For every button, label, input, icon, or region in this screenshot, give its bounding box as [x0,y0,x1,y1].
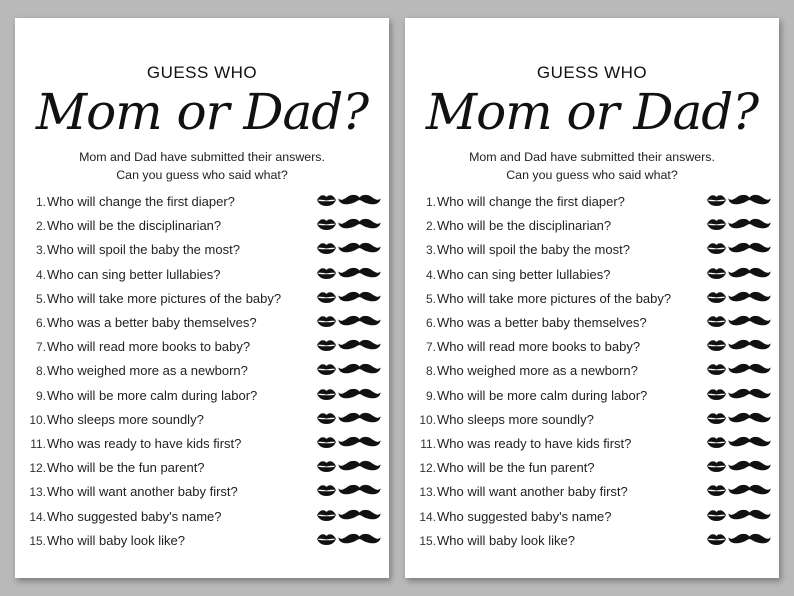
question-row [15,387,389,409]
question-text: Who suggested baby's name? [437,508,612,524]
question-text: Who sleeps more soundly? [437,411,594,427]
question-number: 11. [30,437,46,451]
mustache-icon[interactable] [728,362,771,376]
lips-icon[interactable] [316,338,337,352]
question-row [15,532,389,554]
question-text: Who will be more calm during labor? [47,387,258,403]
lips-icon[interactable] [316,411,337,425]
question-text: Who will want another baby first? [437,484,628,500]
question-row [405,532,779,554]
question-row [405,411,779,433]
question-number: 12. [419,461,436,476]
question-text: Who will be the fun parent? [47,460,205,476]
mustache-icon[interactable] [338,532,381,546]
question-text: Who will change the first diaper? [47,194,235,209]
question-row [405,338,779,360]
lips-icon[interactable] [706,483,727,497]
question-number: 3. [425,243,436,258]
page-title: Mom or Dad? [35,83,369,141]
question-row [405,290,779,312]
question-row [405,459,779,481]
mustache-icon[interactable] [338,217,381,231]
lips-icon[interactable] [706,362,727,376]
question-number: 7. [35,340,46,355]
question-number: 6. [425,316,436,330]
mustache-icon[interactable] [338,266,381,280]
question-text: Who will be the fun parent? [437,460,595,476]
question-text: Who will change the first diaper? [437,194,625,209]
mustache-icon[interactable] [728,217,771,231]
question-text: Who sleeps more soundly? [47,411,204,427]
question-number: 8. [425,364,436,379]
instructions [405,148,779,184]
question-number: 1. [425,195,436,209]
lips-icon[interactable] [316,435,337,449]
mustache-icon[interactable] [338,483,381,497]
lips-icon[interactable] [316,241,337,255]
mustache-icon[interactable] [728,193,771,207]
mustache-icon[interactable] [338,290,381,304]
question-row [405,193,779,215]
question-row [15,362,389,384]
question-row [15,290,389,312]
mustache-icon[interactable] [728,483,771,497]
question-text: Who will want another baby first? [47,484,238,500]
question-number: 15. [419,533,436,548]
question-row [405,483,779,505]
question-text: Who was a better baby themselves? [47,315,257,330]
mustache-icon[interactable] [728,435,771,449]
lips-icon[interactable] [706,435,727,449]
kicker-text: GUESS WHO [536,63,648,82]
mustache-icon[interactable] [728,338,771,352]
question-number: 5. [35,291,46,306]
lips-icon[interactable] [706,217,727,231]
question-number: 8. [35,364,46,379]
question-text: Who will be more calm during labor? [437,387,648,403]
question-row [15,338,389,360]
question-number: 7. [425,340,436,355]
lips-icon[interactable] [706,338,727,352]
question-number: 10. [419,412,436,427]
lips-icon[interactable] [316,508,337,522]
mustache-icon[interactable] [338,459,381,473]
question-text: Who was ready to have kids first? [437,436,632,451]
mustache-icon[interactable] [338,411,381,425]
question-row [405,217,779,239]
question-row [405,508,779,530]
instructions-line-2: Can you guess who said what? [506,168,678,182]
question-number: 12. [29,461,46,476]
question-number: 9. [35,388,46,403]
question-text: Who was a better baby themselves? [437,315,647,330]
lips-icon[interactable] [706,241,727,255]
mustache-icon[interactable] [728,411,771,425]
lips-icon[interactable] [316,217,337,231]
lips-icon[interactable] [316,483,337,497]
instructions-line-2: Can you guess who said what? [116,168,288,182]
question-text: Who will baby look like? [437,532,576,548]
mustache-icon[interactable] [338,435,381,449]
question-number: 2. [425,219,436,234]
instructions [15,148,389,184]
mustache-icon[interactable] [728,387,771,401]
question-number: 1. [35,195,46,209]
lips-icon[interactable] [706,508,727,522]
question-row [405,435,779,457]
question-number: 15. [29,533,46,548]
mustache-icon[interactable] [338,193,381,207]
mustache-icon[interactable] [338,241,381,255]
lips-icon[interactable] [706,314,727,328]
question-number: 3. [35,243,46,258]
lips-icon[interactable] [706,290,727,304]
question-number: 11. [420,437,436,451]
question-row [15,241,389,263]
question-row [15,411,389,433]
question-row [15,435,389,457]
lips-icon[interactable] [706,266,727,280]
question-text: Who will read more books to baby? [437,339,641,355]
mustache-icon[interactable] [338,387,381,401]
lips-icon[interactable] [316,459,337,473]
question-number: 13. [419,485,436,500]
question-text: Who suggested baby's name? [47,508,222,524]
lips-icon[interactable] [316,314,337,328]
mustache-icon[interactable] [728,314,771,328]
question-row [15,508,389,530]
question-number: 5. [425,291,436,306]
question-row [405,241,779,263]
lips-icon[interactable] [316,266,337,280]
question-number: 2. [35,219,46,234]
mustache-icon[interactable] [338,338,381,352]
question-row [15,266,389,288]
question-number: 6. [35,316,46,330]
question-text: Who was ready to have kids first? [47,436,242,451]
question-number: 10. [29,412,46,427]
question-row [15,483,389,505]
question-number: 13. [29,485,46,500]
question-text: Who can sing better lullabies? [437,266,611,282]
lips-icon[interactable] [316,193,337,207]
question-text: Who will take more pictures of the baby? [47,290,282,306]
instructions-line-1: Mom and Dad have submitted their answers. [469,150,715,164]
lips-icon[interactable] [706,193,727,207]
lips-icon[interactable] [706,459,727,473]
lips-icon[interactable] [316,290,337,304]
lips-icon[interactable] [706,532,727,546]
question-number: 4. [425,267,436,282]
question-row [405,314,779,336]
mustache-icon[interactable] [338,314,381,328]
game-card-left [15,18,389,578]
question-row [405,387,779,409]
mustache-icon[interactable] [728,532,771,546]
question-text: Who will read more books to baby? [47,339,251,355]
question-number: 9. [425,388,436,403]
question-text: Who weighed more as a newborn? [437,363,638,379]
question-row [405,266,779,288]
question-row [15,217,389,239]
lips-icon[interactable] [706,387,727,401]
mustache-icon[interactable] [728,290,771,304]
kicker-text: GUESS WHO [146,63,258,82]
mustache-icon[interactable] [338,362,381,376]
question-number: 14. [419,509,436,524]
question-number: 4. [35,267,46,282]
question-number: 14. [29,509,46,524]
question-text: Who will spoil the baby the most? [47,242,240,258]
mustache-icon[interactable] [338,508,381,522]
game-card-right [405,18,779,578]
question-text: Who will spoil the baby the most? [437,242,630,258]
question-text: Who will take more pictures of the baby? [437,290,672,306]
mustache-icon[interactable] [728,241,771,255]
question-text: Who will baby look like? [47,532,186,548]
lips-icon[interactable] [316,532,337,546]
mustache-icon[interactable] [728,266,771,280]
question-row [15,459,389,481]
question-row [405,362,779,384]
lips-icon[interactable] [316,362,337,376]
question-row [15,314,389,336]
question-text: Who will be the disciplinarian? [47,218,222,234]
question-row [15,193,389,215]
question-text: Who weighed more as a newborn? [47,363,248,379]
mustache-icon[interactable] [728,508,771,522]
lips-icon[interactable] [316,387,337,401]
instructions-line-1: Mom and Dad have submitted their answers. [79,150,325,164]
lips-icon[interactable] [706,411,727,425]
mustache-icon[interactable] [728,459,771,473]
page-title: Mom or Dad? [425,83,759,141]
question-text: Who can sing better lullabies? [47,266,221,282]
question-text: Who will be the disciplinarian? [437,218,612,234]
